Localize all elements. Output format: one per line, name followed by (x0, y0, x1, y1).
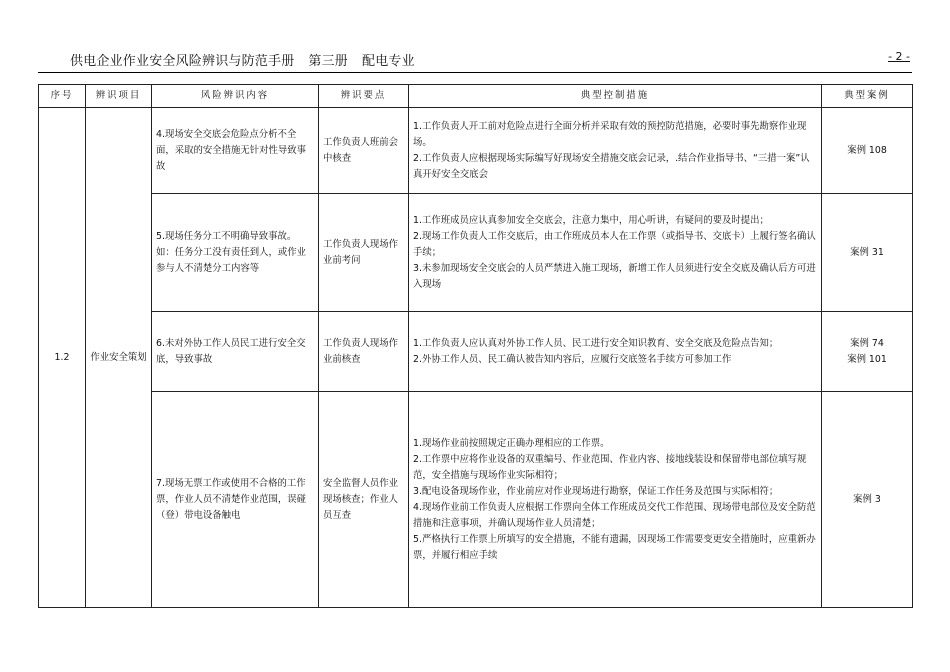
volume-label: 第三册 (308, 54, 349, 69)
document-title (70, 50, 415, 69)
measure-line: 2.外协工作人员、民工确认被告知内容后，应履行交底签名手续方可参加工作 (413, 353, 732, 365)
case-ref: 案例 101 (847, 353, 887, 365)
measure-line: 1.现场作业前按照规定正确办理相应的工作票。 (413, 437, 610, 449)
measure-line: 3.未参加现场安全交底会的人员严禁进入施工现场，新增工作人员须进行安全交底及确认后方可进入现场 (413, 262, 816, 290)
table-row (39, 108, 913, 194)
case-ref: 案例 3 (853, 493, 881, 505)
check-point: 工作负责人现场作业前核查 (319, 312, 409, 392)
measure-line: 2.现场工作负责人工作交底后，由工作班成员本人在工作票（或指导书、交底卡）上履行签名确认手续； (413, 230, 816, 258)
col-header-point: 辨识要点 (319, 85, 409, 108)
case-ref: 案例 31 (850, 246, 884, 258)
group-number: 1.2 (39, 108, 86, 608)
case-ref: 案例 108 (847, 144, 887, 156)
typical-cases (822, 312, 913, 392)
table-row (39, 194, 913, 312)
manual-title: 供电企业作业安全风险辨识与防范手册 (70, 54, 295, 69)
risk-table (38, 84, 913, 608)
control-measures (409, 194, 822, 312)
header-divider (38, 72, 912, 73)
col-header-measures: 典型控制措施 (409, 85, 822, 108)
measure-line: 2.工作票中应将作业设备的双重编号、作业范围、作业内容、接地线装设和保留带电部位填写规范，安全措施与现场作业实际相符； (413, 453, 807, 481)
col-header-cases: 典型案例 (822, 85, 913, 108)
measure-line: 5.严格执行工作票上所填写的安全措施，不能有遗漏，因现场工作需要变更安全措施时，应重新办票，并履行相应手续 (413, 533, 816, 561)
group-item: 作业安全策划 (86, 108, 152, 608)
typical-cases (822, 392, 913, 608)
measure-line: 2.工作负责人应根据现场实际编写好现场安全措施交底会记录，.结合作业指导书、“三措一案”认真开好安全交底会 (413, 152, 810, 180)
page-number: - 2 - (888, 50, 910, 63)
typical-cases (822, 108, 913, 194)
case-ref: 案例 74 (850, 337, 884, 349)
col-header-item: 辨识项目 (86, 85, 152, 108)
measure-line: 1.工作负责人开工前对危险点进行全面分析并采取有效的预控防范措施，必要时事先勘察作业现场。 (413, 120, 807, 148)
control-measures (409, 312, 822, 392)
control-measures (409, 392, 822, 608)
major-label: 配电专业 (362, 54, 415, 69)
control-measures (409, 108, 822, 194)
table-header-row (39, 85, 913, 108)
table-row (39, 392, 913, 608)
col-header-no: 序号 (39, 85, 86, 108)
typical-cases (822, 194, 913, 312)
measure-line: 1.工作班成员应认真参加安全交底会，注意力集中，用心听讲，有疑问的要及时提出； (413, 214, 769, 226)
measure-line: 4.现场作业前工作负责人应根据工作票向全体工作班成员交代工作范围、现场带电部位及安全防范措施和注意事项，并确认现场作业人员清楚； (413, 501, 816, 529)
risk-content: 7.现场无票工作或使用不合格的工作票，作业人员不清楚作业范围，误碰（登）带电设备触电 (152, 392, 319, 608)
measure-line: 1.工作负责人应认真对外协工作人员、民工进行安全知识教育、安全交底及危险点告知； (413, 337, 779, 349)
measure-line: 3.配电设备现场作业，作业前应对作业现场进行勘察，保证工作任务及范围与实际相符； (413, 485, 779, 497)
check-point: 安全监督人员作业现场核查；作业人员互查 (319, 392, 409, 608)
risk-content: 4.现场安全交底会危险点分析不全面，采取的安全措施无针对性导致事故 (152, 108, 319, 194)
risk-content: 5.现场任务分工不明确导致事故。如：任务分工没有责任到人，或作业参与人不清楚分工内容等 (152, 194, 319, 312)
check-point: 工作负责人现场作业前考问 (319, 194, 409, 312)
table-row (39, 312, 913, 392)
check-point: 工作负责人班前会中核查 (319, 108, 409, 194)
risk-content: 6.未对外协工作人员民工进行安全交底，导致事故 (152, 312, 319, 392)
col-header-risk: 风险辨识内容 (152, 85, 319, 108)
